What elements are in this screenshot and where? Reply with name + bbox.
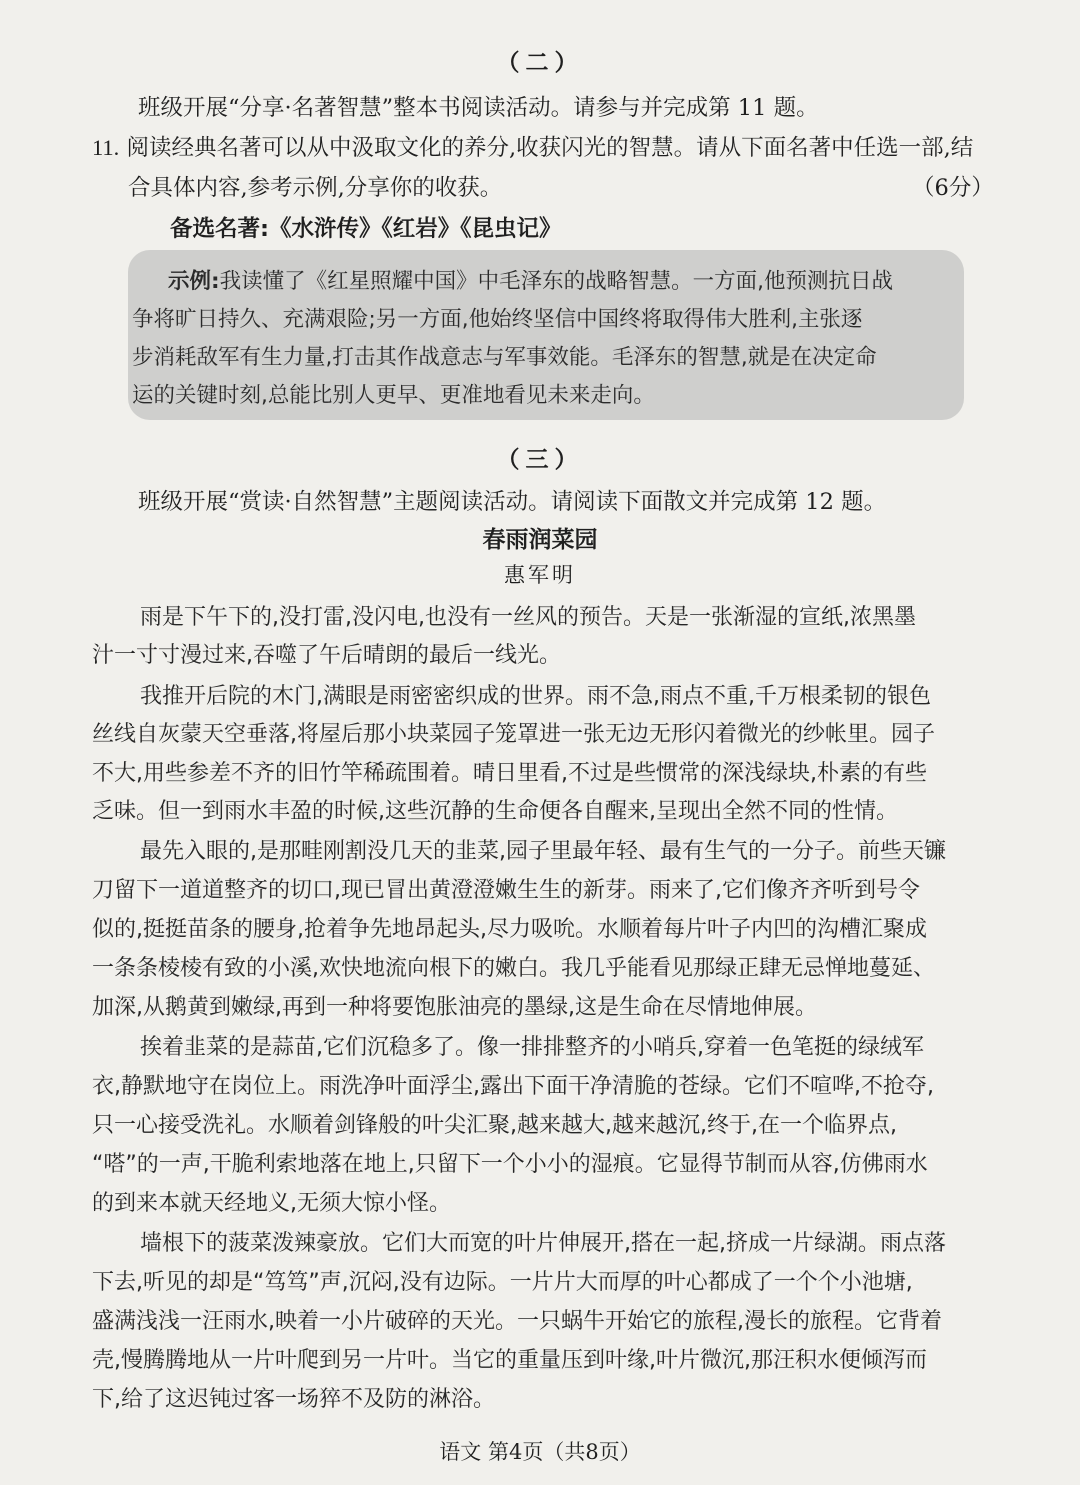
- section-3-intro: 班级开展“赏读·自然智慧”主题阅读活动。请阅读下面散文并完成第 12 题。: [138, 489, 887, 515]
- essay-author: 惠军明: [504, 563, 576, 587]
- example-line-1: [168, 264, 893, 295]
- essay-line: 的到来本就天经地义,无须大惊小怪。: [92, 1191, 451, 1216]
- section-marker-2: （二）: [496, 50, 584, 76]
- essay-line: 墙根下的菠菜泼辣豪放。它们大而宽的叶片伸展开,搭在一起,挤成一片绿湖。雨点落: [140, 1231, 946, 1256]
- essay-line: 刀留下一道道整齐的切口,现已冒出黄澄澄嫩生生的新芽。雨来了,它们像齐齐听到号令: [92, 878, 920, 903]
- essay-line: 挨着韭菜的是蒜苗,它们沉稳多了。像一排排整齐的小哨兵,穿着一色笔挺的绿绒军: [140, 1035, 924, 1060]
- essay-title: 春雨润菜园: [482, 527, 598, 553]
- essay-line: 雨是下午下的,没打雷,没闪电,也没有一丝风的预告。天是一张渐湿的宣纸,浓黑墨: [140, 605, 916, 630]
- essay-line: “嗒”的一声,干脆利索地落在地上,只留下一个小小的湿痕。它显得节制而从容,仿佛雨水: [92, 1152, 928, 1177]
- essay-line: 我推开后院的木门,满眼是雨密密织成的世界。雨不急,雨点不重,千万根柔韧的银色: [140, 684, 931, 709]
- question-11-text-1: 阅读经典名著可以从中汲取文化的养分,收获闪光的智慧。请从下面名著中任选一部,结: [126, 135, 974, 161]
- example-line-3: 步消耗敌军有生力量,打击其作战意志与军事效能。毛泽东的智慧,就是在决定命: [132, 345, 877, 370]
- books-list: 《水浒传》《红岩》《昆虫记》: [269, 216, 562, 242]
- section-marker-3: （三）: [496, 447, 584, 473]
- section-2-intro: 班级开展“分享·名著智慧”整本书阅读活动。请参与并完成第 11 题。: [138, 95, 819, 121]
- books-label: 备选名著:: [170, 216, 269, 242]
- question-11-line-2: 合具体内容,参考示例,分享你的收获。: [128, 175, 503, 201]
- example-label: 示例:: [168, 269, 220, 294]
- essay-line: 衣,静默地守在岗位上。雨洗净叶面浮尘,露出下面干净清脆的苍绿。它们不喧哗,不抢夺,: [92, 1074, 934, 1099]
- example-text-1: 我读懂了《红星照耀中国》中毛泽东的战略智慧。一方面,他预测抗日战: [219, 269, 893, 294]
- essay-line: 乏味。但一到雨水丰盈的时候,这些沉静的生命便各自醒来,呈现出全然不同的性情。: [92, 799, 898, 824]
- essay-line: 加深,从鹅黄到嫩绿,再到一种将要饱胀油亮的墨绿,这是生命在尽情地伸展。: [92, 995, 817, 1020]
- essay-line: 下去,听见的却是“笃笃”声,沉闷,没有边际。一片片大而厚的叶心都成了一个个小池塘,: [92, 1270, 913, 1295]
- essay-line: 盛满浅浅一汪雨水,映着一小片破碎的天光。一只蜗牛开始它的旅程,漫长的旅程。它背着: [92, 1309, 942, 1334]
- question-11-line-1: [92, 130, 973, 162]
- page-footer: 语文 第4页（共8页）: [439, 1440, 641, 1464]
- essay-line: 壳,慢腾腾地从一片叶爬到另一片叶。当它的重量压到叶缘,叶片微沉,那汪积水便倾泻而: [92, 1348, 927, 1373]
- candidate-books: [170, 211, 562, 243]
- essay-line: 最先入眼的,是那畦刚割没几天的韭菜,园子里最年轻、最有生气的一分子。前些天镰: [140, 839, 946, 864]
- essay-line: 丝线自灰蒙天空垂落,将屋后那小块菜园子笼罩进一张无边无形闪着微光的纱帐里。园子: [92, 722, 935, 747]
- example-line-4: 运的关键时刻,总能比别人更早、更准地看见未来走向。: [132, 383, 655, 408]
- example-line-2: 争将旷日持久、充满艰险;另一方面,他始终坚信中国终将取得伟大胜利,主张逐: [132, 307, 863, 332]
- essay-line: 汁一寸寸漫过来,吞噬了午后晴朗的最后一线光。: [92, 643, 561, 668]
- question-number: 11.: [92, 135, 120, 160]
- essay-line: 只一心接受洗礼。水顺着剑锋般的叶尖汇聚,越来越大,越来越沉,终于,在一个临界点,: [92, 1113, 897, 1138]
- essay-line: 似的,挺挺苗条的腰身,抢着争先地昂起头,尽力吸吮。水顺着每片叶子内凹的沟槽汇聚成: [92, 917, 927, 942]
- essay-line: 一条条棱棱有致的小溪,欢快地流向根下的嫩白。我几乎能看见那绿正肆无忌惮地蔓延、: [92, 956, 935, 981]
- example-box: [128, 250, 964, 420]
- question-points: （6分）: [912, 175, 994, 201]
- essay-line: 不大,用些参差不齐的旧竹竿稀疏围着。晴日里看,不过是些惯常的深浅绿块,朴素的有些: [92, 761, 927, 786]
- essay-line: 下,给了这迟钝过客一场猝不及防的淋浴。: [92, 1387, 495, 1412]
